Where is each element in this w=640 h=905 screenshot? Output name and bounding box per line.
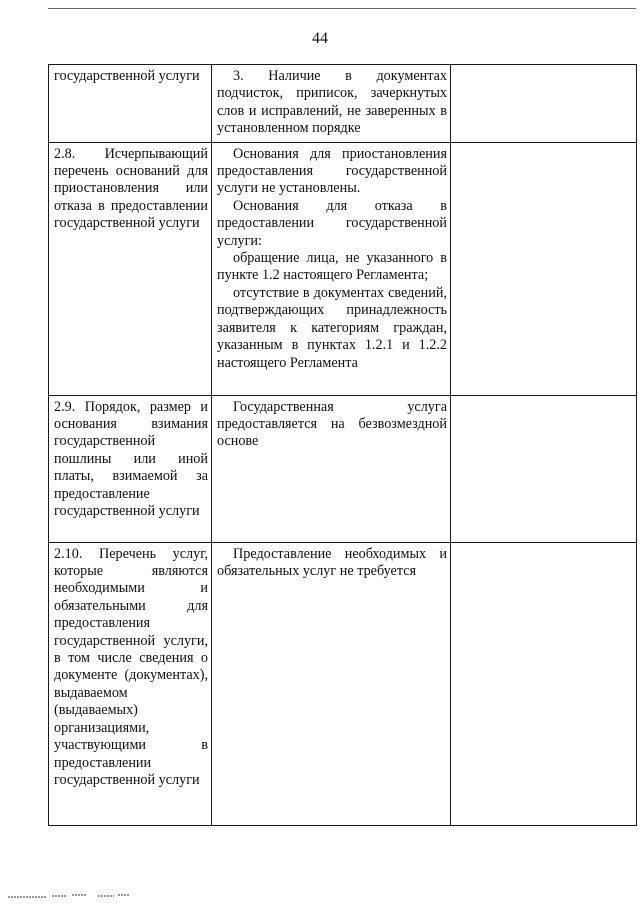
table-row — [49, 65, 637, 143]
page-number: 44 — [312, 30, 328, 47]
content-paragraph: отсутствие в документах сведений, подтверждающих принадлежность заявителя к категориям граждан, указанным в пунктах 1.2.1 и 1.2.2 настоящего Регламента — [217, 284, 447, 371]
row-content-cell — [212, 65, 451, 143]
content-paragraph: 3. Наличие в документах подчисток, приписок, зачеркнутых слов и исправлений, не заверенных в установленном порядке — [217, 68, 447, 137]
table-row — [49, 395, 637, 542]
content-paragraph: обращение лица, не указанного в пункте 1.2 настоящего Регламента; — [217, 250, 447, 284]
content-paragraph: Государственная услуга предоставляется на безвозмездной основе — [217, 398, 447, 450]
top-rule — [48, 8, 636, 9]
table-row — [49, 142, 637, 395]
row-content-cell — [212, 395, 451, 542]
row-content-cell — [212, 542, 451, 825]
content-paragraph: Предоставление необходимых и обязательных услуг не требуется — [217, 545, 447, 580]
row-title-cell: государственной услуги — [49, 65, 212, 143]
scan-artifact-marks — [6, 890, 176, 900]
row-note-cell — [451, 65, 637, 143]
row-note-cell — [451, 542, 637, 825]
row-note-cell — [451, 395, 637, 542]
row-title-cell: 2.10. Перечень услуг, которые являются необходимыми и обязательными для предоставления государственной услуги, в том числе сведения о документе (документах), выдаваемом (выдаваемых) организациями, участвующими в предоставлении государственной услуги — [49, 542, 212, 825]
content-paragraph: Основания для отказа в предоставлении государственной услуги: — [217, 197, 447, 249]
table-row — [49, 542, 637, 825]
row-title-cell: 2.9. Порядок, размер и основания взимания государственной пошлины или иной платы, взимаемой за предоставление государственной услуги — [49, 395, 212, 542]
row-title-cell: 2.8. Исчерпывающий перечень оснований для приостановления или отказа в предоставлении государственной услуги — [49, 142, 212, 395]
row-note-cell — [451, 142, 637, 395]
content-paragraph: Основания для приостановления предоставления государственной услуги не установлены. — [217, 145, 447, 197]
row-content-cell — [212, 142, 451, 395]
regulation-table — [48, 64, 637, 826]
